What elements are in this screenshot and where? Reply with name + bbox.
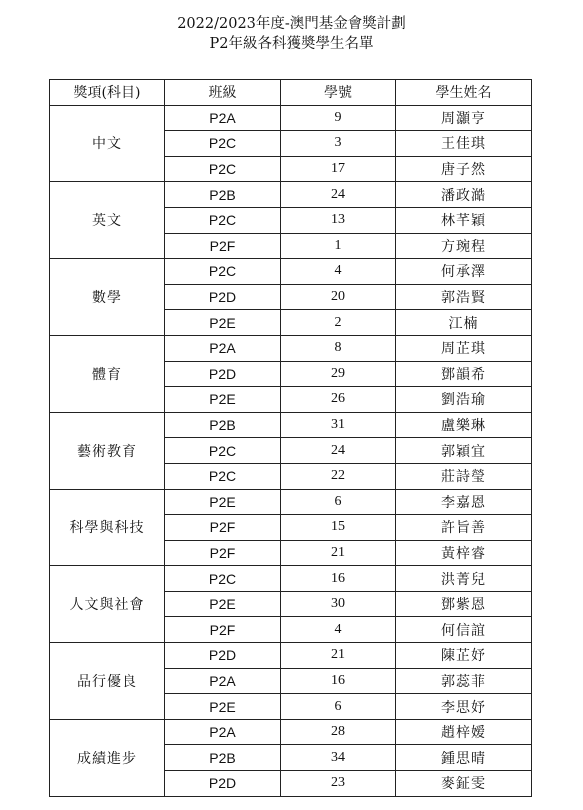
student-number-cell: 28 [281, 719, 396, 745]
class-cell: P2E [165, 310, 281, 336]
table-row [50, 489, 532, 515]
student-name-cell: 鍾思晴 [396, 745, 532, 771]
student-name-cell: 鄧紫恩 [396, 591, 532, 617]
table-row [50, 719, 532, 745]
class-cell: P2C [165, 131, 281, 157]
class-cell: P2A [165, 719, 281, 745]
student-number-cell: 2 [281, 310, 396, 336]
class-cell: P2E [165, 387, 281, 413]
student-name-cell: 李思妤 [396, 694, 532, 720]
student-name-cell: 王佳琪 [396, 131, 532, 157]
document-title: 2022/2023年度-澳門基金會獎計劃 [177, 16, 406, 32]
student-number-cell: 29 [281, 361, 396, 387]
student-number-cell: 4 [281, 259, 396, 285]
student-number-cell: 16 [281, 668, 396, 694]
table-row [50, 566, 532, 592]
class-cell: P2A [165, 668, 281, 694]
student-number-cell: 23 [281, 771, 396, 797]
student-name-cell: 劉浩瑜 [396, 387, 532, 413]
class-cell: P2D [165, 643, 281, 669]
class-cell: P2D [165, 361, 281, 387]
student-name-cell: 郭蕊菲 [396, 668, 532, 694]
class-cell: P2C [165, 156, 281, 182]
subject-cell: 品行優良 [50, 643, 165, 720]
subject-cell: 中文 [50, 105, 165, 182]
student-number-cell: 24 [281, 438, 396, 464]
student-number-cell: 16 [281, 566, 396, 592]
student-number-cell: 34 [281, 745, 396, 771]
awards-table [49, 79, 532, 797]
student-name-cell: 李嘉恩 [396, 489, 532, 515]
student-number-cell: 3 [281, 131, 396, 157]
student-number-cell: 31 [281, 412, 396, 438]
table-row [50, 335, 532, 361]
student-name-cell: 盧樂琳 [396, 412, 532, 438]
student-number-cell: 30 [281, 591, 396, 617]
class-cell: P2C [165, 463, 281, 489]
class-cell: P2B [165, 745, 281, 771]
class-cell: P2F [165, 233, 281, 259]
student-name-cell: 潘政澔 [396, 182, 532, 208]
subject-cell: 人文與社會 [50, 566, 165, 643]
table-header-row [50, 80, 532, 106]
header-name: 學生姓名 [396, 80, 532, 106]
class-cell: P2E [165, 591, 281, 617]
student-name-cell: 鄧韻希 [396, 361, 532, 387]
class-cell: P2D [165, 284, 281, 310]
class-cell: P2A [165, 335, 281, 361]
student-name-cell: 趙梓嫒 [396, 719, 532, 745]
subject-cell: 數學 [50, 259, 165, 336]
class-cell: P2C [165, 259, 281, 285]
subject-cell: 英文 [50, 182, 165, 259]
student-name-cell: 麥鉦雯 [396, 771, 532, 797]
table-row [50, 259, 532, 285]
student-name-cell: 陳芷妤 [396, 643, 532, 669]
table-row [50, 643, 532, 669]
class-cell: P2D [165, 771, 281, 797]
class-cell: P2C [165, 438, 281, 464]
student-name-cell: 郭穎宜 [396, 438, 532, 464]
class-cell: P2F [165, 617, 281, 643]
class-cell: P2A [165, 105, 281, 131]
class-cell: P2F [165, 540, 281, 566]
student-name-cell: 莊詩瑩 [396, 463, 532, 489]
student-number-cell: 21 [281, 643, 396, 669]
class-cell: P2F [165, 515, 281, 541]
class-cell: P2E [165, 489, 281, 515]
student-name-cell: 洪菁兒 [396, 566, 532, 592]
student-name-cell: 周芷琪 [396, 335, 532, 361]
student-number-cell: 4 [281, 617, 396, 643]
student-number-cell: 9 [281, 105, 396, 131]
student-name-cell: 郭浩賢 [396, 284, 532, 310]
subject-cell: 藝術教育 [50, 412, 165, 489]
student-number-cell: 26 [281, 387, 396, 413]
subject-cell: 科學與科技 [50, 489, 165, 566]
student-name-cell: 周灝亨 [396, 105, 532, 131]
subject-cell: 體育 [50, 335, 165, 412]
student-number-cell: 8 [281, 335, 396, 361]
header-number: 學號 [281, 80, 396, 106]
class-cell: P2E [165, 694, 281, 720]
student-name-cell: 唐子然 [396, 156, 532, 182]
student-name-cell: 黃梓睿 [396, 540, 532, 566]
student-name-cell: 林芊穎 [396, 207, 532, 233]
class-cell: P2B [165, 412, 281, 438]
student-number-cell: 17 [281, 156, 396, 182]
student-number-cell: 24 [281, 182, 396, 208]
student-name-cell: 方琬程 [396, 233, 532, 259]
student-number-cell: 15 [281, 515, 396, 541]
header-class: 班級 [165, 80, 281, 106]
student-name-cell: 許旨善 [396, 515, 532, 541]
student-name-cell: 何承澤 [396, 259, 532, 285]
class-cell: P2C [165, 207, 281, 233]
student-number-cell: 21 [281, 540, 396, 566]
student-number-cell: 22 [281, 463, 396, 489]
student-number-cell: 6 [281, 489, 396, 515]
document-subtitle: P2年級各科獲奬學生名單 [209, 36, 374, 52]
table-row [50, 412, 532, 438]
class-cell: P2B [165, 182, 281, 208]
student-name-cell: 何信誼 [396, 617, 532, 643]
subject-cell: 成績進步 [50, 719, 165, 796]
header-subject: 獎項(科目) [50, 80, 165, 106]
student-number-cell: 13 [281, 207, 396, 233]
student-number-cell: 20 [281, 284, 396, 310]
student-name-cell: 江楠 [396, 310, 532, 336]
class-cell: P2C [165, 566, 281, 592]
table-body [50, 105, 532, 796]
table-row [50, 182, 532, 208]
student-number-cell: 6 [281, 694, 396, 720]
student-number-cell: 1 [281, 233, 396, 259]
table-row [50, 105, 532, 131]
